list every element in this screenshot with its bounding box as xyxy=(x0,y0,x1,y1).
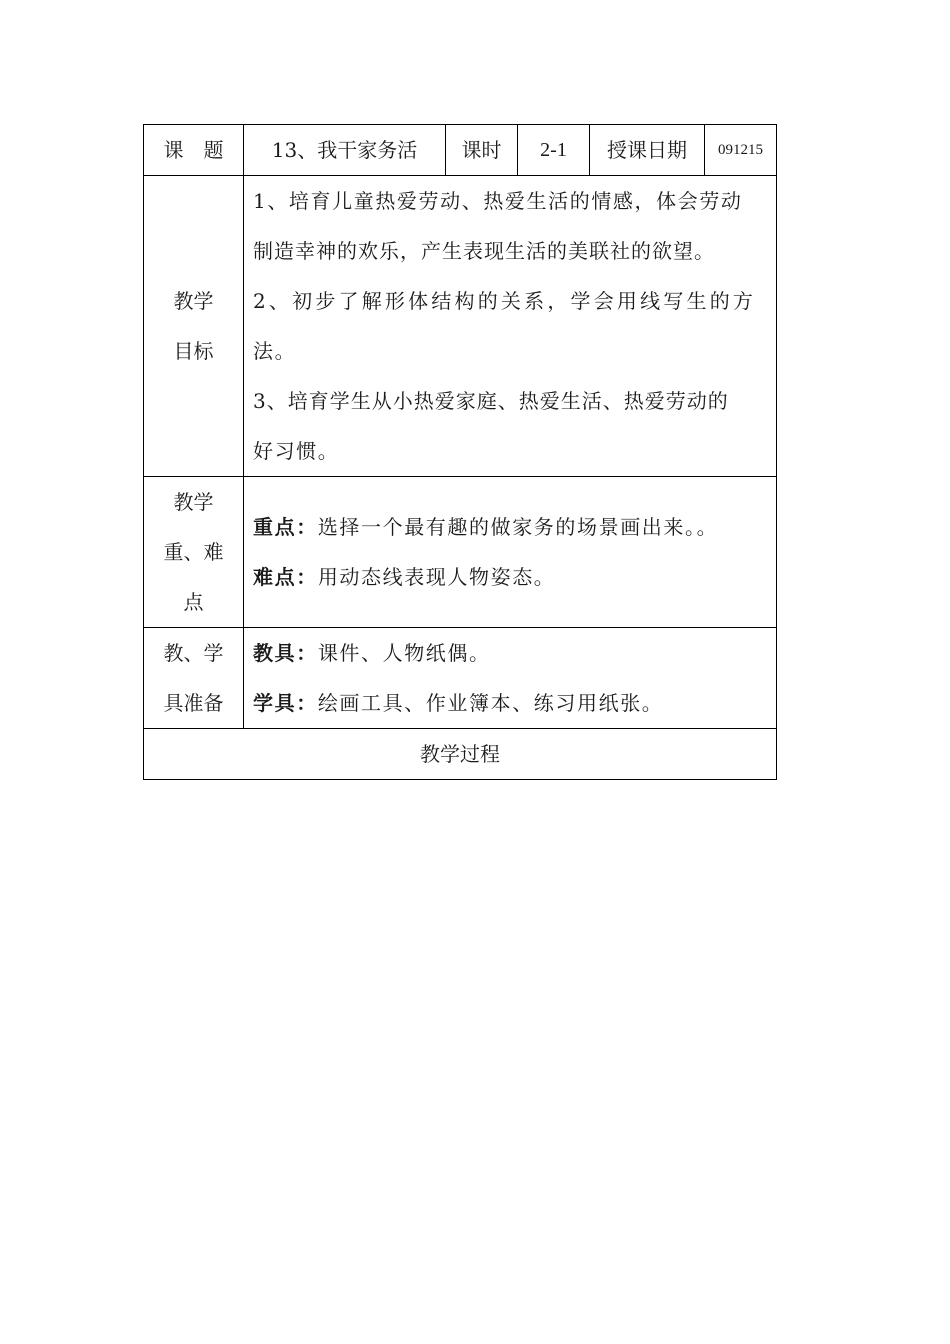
goal-line: 好习惯。 xyxy=(253,439,340,463)
key-label-line1: 教学 xyxy=(173,490,214,514)
focus-label: 重点： xyxy=(253,515,318,539)
goal-line: 1、培育儿童热爱劳动、热爱生活的情感，体会劳动 xyxy=(253,189,743,213)
preparation-content xyxy=(244,628,777,729)
key-points-row xyxy=(144,477,777,628)
goals-label xyxy=(144,176,244,477)
focus-text: 选择一个最有趣的做家务的场景画出来。。 xyxy=(317,515,719,539)
focus-line xyxy=(253,502,768,552)
topic-label: 课 题 xyxy=(144,125,244,176)
student-tools-text: 绘画工具、作业簿本、练习用纸张。 xyxy=(317,691,664,715)
topic-value xyxy=(244,125,446,176)
teacher-tools-text: 课件、人物纸偶。 xyxy=(317,641,491,665)
process-title: 教学过程 xyxy=(144,729,777,780)
key-points-content xyxy=(244,477,777,628)
header-row xyxy=(144,125,777,176)
process-row xyxy=(144,729,777,780)
key-label-line2: 重、难 xyxy=(163,540,224,564)
teacher-tools-label: 教具： xyxy=(253,641,318,665)
key-points-label xyxy=(144,477,244,628)
difficulty-label: 难点： xyxy=(253,565,318,589)
difficulty-line xyxy=(253,552,768,602)
preparation-row xyxy=(144,628,777,729)
lesson-plan-table xyxy=(143,124,777,780)
period-label: 课时 xyxy=(446,125,518,176)
goals-label-line2: 目标 xyxy=(173,339,214,363)
student-tools-label: 学具： xyxy=(253,691,318,715)
goal-line: 2、初步了解形体结构的关系，学会用线写生的方 xyxy=(253,289,757,313)
goal-line: 制造幸神的欢乐，产生表现生活的美联社的欲望。 xyxy=(253,239,715,263)
difficulty-text: 用动态线表现人物姿态。 xyxy=(317,565,556,589)
goals-row xyxy=(144,176,777,477)
student-tools-line xyxy=(253,678,768,728)
goals-label-line1: 教学 xyxy=(173,289,214,313)
goals-content xyxy=(244,176,777,477)
goal-line: 法。 xyxy=(253,339,297,363)
key-label-line3: 点 xyxy=(183,590,204,614)
teacher-tools-line xyxy=(253,628,768,678)
period-value: 2-1 xyxy=(518,125,590,176)
date-value: 091215 xyxy=(705,125,777,176)
topic-value-text: 13、我干家务活 xyxy=(271,138,418,162)
preparation-label xyxy=(144,628,244,729)
prep-label-line1: 教、学 xyxy=(163,641,224,665)
goal-line: 3、培育学生从小热爱家庭、热爱生活、热爱劳动的 xyxy=(253,389,729,413)
date-label: 授课日期 xyxy=(590,125,705,176)
prep-label-line2: 具准备 xyxy=(163,691,224,715)
